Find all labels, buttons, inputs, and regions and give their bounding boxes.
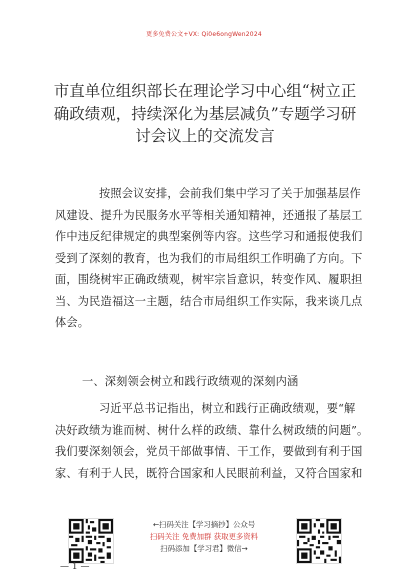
- paragraph-line: 体会。: [55, 316, 90, 329]
- paragraph-line: 按照会议安排，会前我们集中学习了关于加强基层作: [99, 187, 361, 200]
- qr-code-icon: [297, 519, 341, 563]
- page-number: — 1 —: [60, 562, 90, 572]
- document-title: [46, 80, 364, 148]
- promo-line: 扫码添加【学习君】微信→: [160, 544, 248, 553]
- watermark-text: 更多免费公文+VX: Qi0e6ongWen2024: [146, 31, 262, 38]
- promo-text-block: [122, 519, 286, 555]
- section-heading: 一、深刻领会树立和践行政绩观的深刻内涵: [82, 375, 299, 388]
- paragraph-line: 我们要深刻领会，党员干部做事情、干工作，要做到有利于国: [55, 445, 363, 458]
- paragraph-line: 作中违反纪律规定的典型案例等内容。这些学习和通报使我们: [55, 230, 363, 243]
- qr-code-wechat-contact[interactable]: [296, 518, 342, 564]
- paragraph-intro: [55, 183, 363, 334]
- paragraph-line: 家、有利于人民，既符合国家和人民眼前利益，又符合国家和: [55, 466, 363, 480]
- qr-code-wechat-official-account[interactable]: [68, 518, 114, 564]
- qr-code-icon: [69, 519, 113, 563]
- title-line: 市直单位组织部长在理论学习中心组“树立正: [53, 82, 357, 100]
- paragraph-line: 受到了深刻的教育，也为我们的市局组织工作明确了方向。下: [55, 251, 363, 265]
- promo-line: ←扫码关注【学习摘抄】公众号: [152, 520, 256, 529]
- paragraph-line: 当、为民造福这一主题，结合市局组织工作实际，我来谈几点: [55, 294, 363, 308]
- promo-line: 扫码关注 免费加群 获取更多资料: [149, 532, 259, 541]
- paragraph-section-one: [55, 398, 369, 484]
- paragraph-line: 面，围绕树牢正确政绩观，树牢宗旨意识，转变作风、履职担: [55, 273, 363, 286]
- paragraph-line: 习近平总书记指出，树立和践行正确政绩观，要“解: [99, 402, 356, 415]
- paragraph-line: 风建设、提升为民服务水平等相关通知精神，还通报了基层工: [55, 208, 363, 222]
- title-line: 讨会议上的交流发言: [135, 127, 275, 145]
- title-line: 确政绩观，持续深化为基层减负”专题学习研: [53, 104, 357, 123]
- paragraph-line: 决好政绩为谁而树、树什么样的政绩、靠什么树政绩的问题”。: [55, 423, 369, 437]
